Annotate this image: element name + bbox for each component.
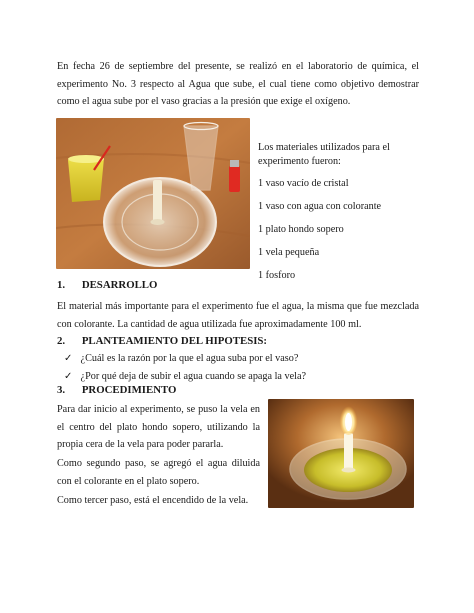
materials-item: 1 vaso con agua con colorante xyxy=(258,201,382,212)
hipotesis-list xyxy=(64,350,404,385)
section-heading-hipotesis xyxy=(57,335,267,347)
section-title: PLANTEAMIENTO DEL HIPOTESIS: xyxy=(81,335,268,347)
candle-photo xyxy=(268,399,414,508)
section-number: 1. xyxy=(57,279,66,291)
section-heading-procedimiento xyxy=(57,384,176,396)
materials-item: 1 fosforo xyxy=(258,270,296,281)
check-icon: ✓ xyxy=(64,353,73,364)
section-number: 2. xyxy=(57,335,66,347)
materials-item: 1 plato hondo sopero xyxy=(258,224,344,235)
section-title: PROCEDIMIENTO xyxy=(81,384,177,396)
procedimiento-paragraph: Como tercer paso, está el encendido de la vela. xyxy=(57,495,249,506)
procedimiento-paragraph: Para dar inicio al experimento, se puso la vela en el centro del plato hondo sopero, utilizando la propia cera de la vela para poder pararla. xyxy=(57,404,260,450)
section-title: DESARROLLO xyxy=(81,279,158,291)
materials-item: 1 vela pequeña xyxy=(258,247,320,258)
procedimiento-paragraph: Como segundo paso, se agregó el agua diluida con el colorante en el plato sopero. xyxy=(57,458,260,487)
materials-photo xyxy=(56,118,250,269)
list-item: ✓ ¿Cuál es la razón por la que el agua suba por el vaso? xyxy=(64,353,299,364)
materials-item: 1 vaso vacío de cristal xyxy=(258,178,349,189)
desarrollo-paragraph: El material más importante para el experimento fue el agua, la misma que fue mezclada con colorante. La cantidad de agua utilizada fue aproximadamente 100 ml. xyxy=(57,301,419,330)
section-number: 3. xyxy=(57,384,66,396)
intro-paragraph: En fecha 26 de septiembre del presente, se realizó en el laboratorio de química, el experimento No. 3 respecto al Agua que sube, el cual tiene como objetivo demostrar como el agua sube por el vaso gracias a la presión que exige el oxígeno. xyxy=(57,61,419,107)
section-heading-desarrollo xyxy=(57,279,157,291)
list-item: ✓ ¿Por qué deja de subir el agua cuando se apaga la vela? xyxy=(64,370,306,382)
materials-list xyxy=(258,141,408,287)
materials-heading: Los materiales utilizados para el experimento fueron: xyxy=(258,142,390,167)
check-icon: ✓ xyxy=(64,370,73,382)
